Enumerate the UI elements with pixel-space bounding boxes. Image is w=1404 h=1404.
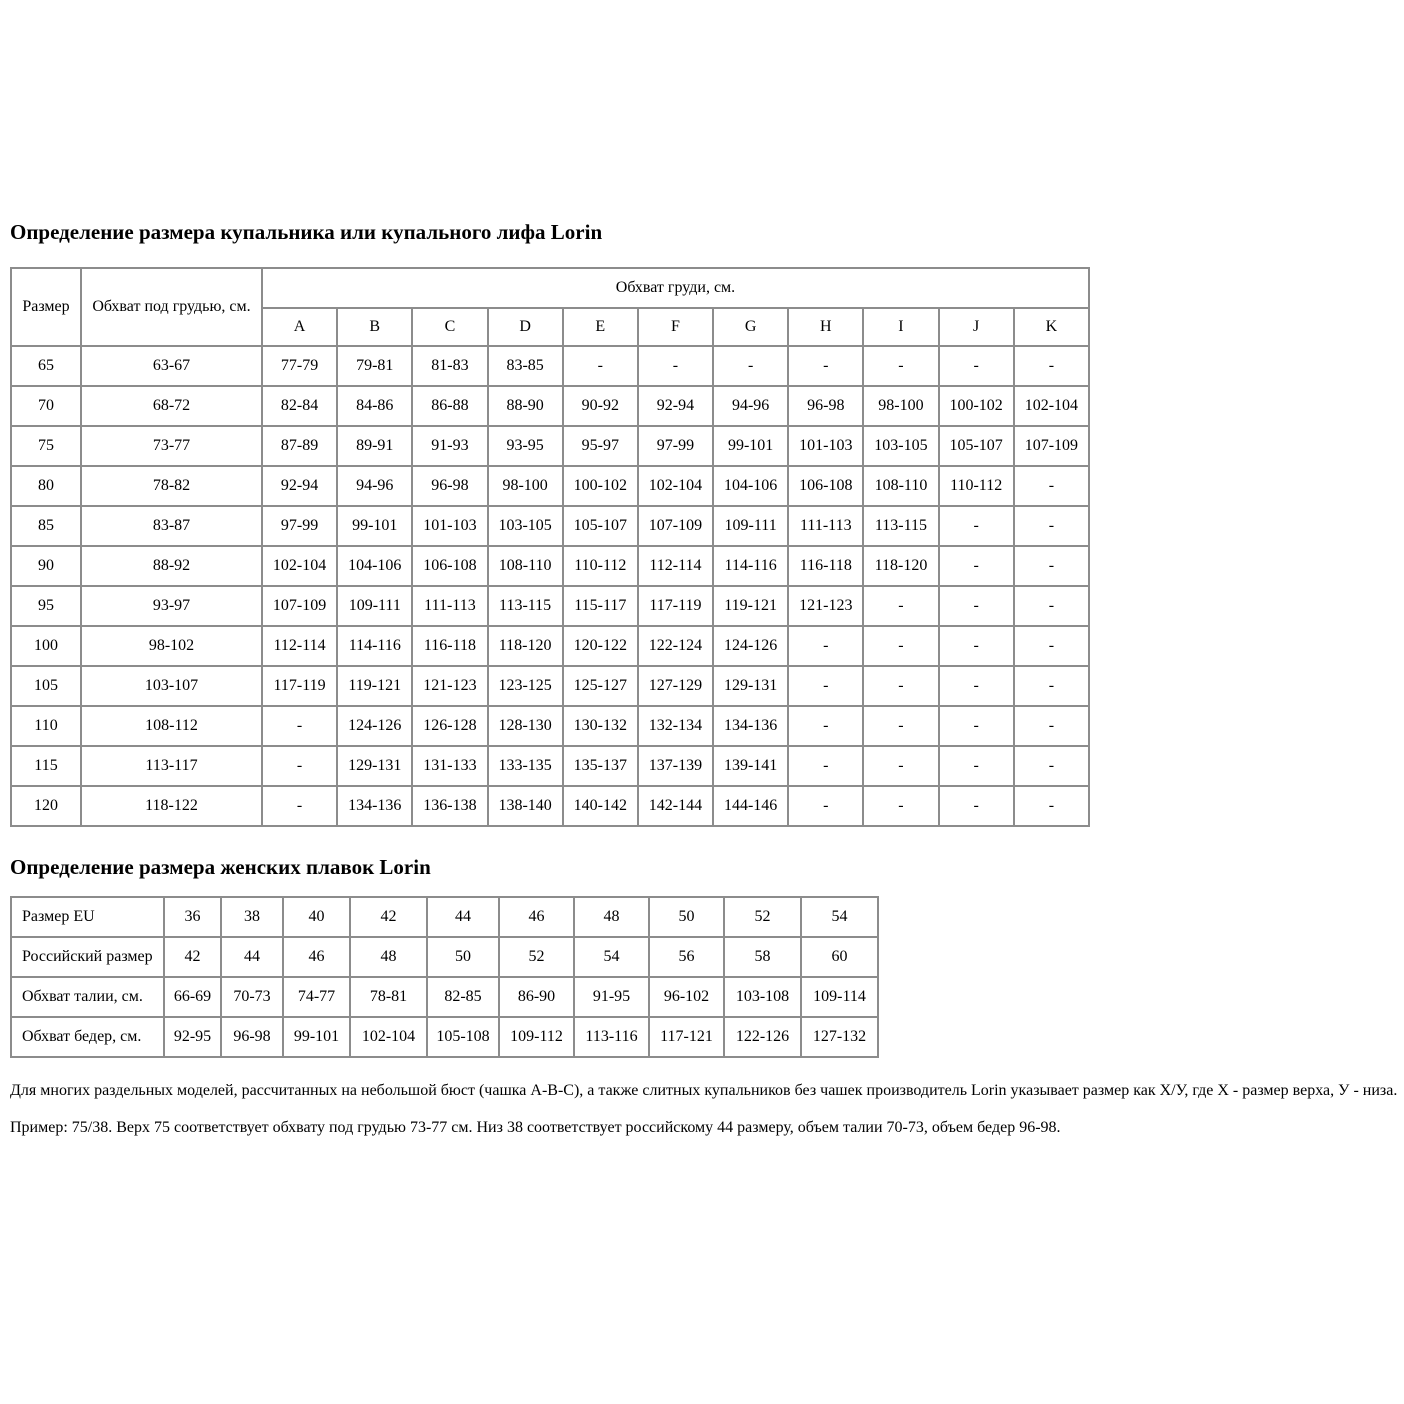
bottoms-table-row [11,897,878,937]
cup-range-cell: 88-90 [488,386,563,426]
bottoms-table-row [11,937,878,977]
cup-column-header: C [412,308,487,346]
size-cell: 95 [11,586,81,626]
cup-range-cell: 99-101 [337,506,412,546]
cup-range-cell: 140-142 [563,786,638,826]
cup-range-cell: - [788,346,863,386]
cup-range-cell: 98-100 [863,386,938,426]
cup-range-cell: 104-106 [337,546,412,586]
cup-range-cell: - [1014,746,1089,786]
bottoms-value-cell: 58 [724,937,801,977]
underbust-column-header: Обхват под грудью, см. [81,268,262,346]
underbust-cell: 93-97 [81,586,262,626]
bust-table-row [11,626,1089,666]
cup-range-cell: 144-146 [713,786,788,826]
cup-range-cell: 126-128 [412,706,487,746]
cup-range-cell: - [939,666,1014,706]
cup-column-header: E [563,308,638,346]
cup-range-cell: - [788,626,863,666]
cup-range-cell: - [1014,506,1089,546]
cup-range-cell: - [788,746,863,786]
cup-range-cell: 115-117 [563,586,638,626]
cup-range-cell: - [939,626,1014,666]
bottoms-value-cell: 74-77 [283,977,350,1017]
cup-range-cell: - [1014,786,1089,826]
cup-range-cell: 134-136 [337,786,412,826]
underbust-cell: 68-72 [81,386,262,426]
bottoms-value-cell: 42 [164,937,221,977]
cup-range-cell: 132-134 [638,706,713,746]
bottoms-value-cell: 122-126 [724,1017,801,1057]
bottoms-table-title: Определение размера женских плавок Lorin [10,855,431,879]
size-cell: 90 [11,546,81,586]
cup-column-header: F [638,308,713,346]
bottoms-row-label: Размер EU [11,897,164,937]
bust-table-row [11,506,1089,546]
cup-range-cell: 122-124 [638,626,713,666]
size-cell: 105 [11,666,81,706]
cup-range-cell: 97-99 [638,426,713,466]
cup-range-cell: 106-108 [788,466,863,506]
cup-range-cell: 137-139 [638,746,713,786]
bottoms-value-cell: 50 [649,897,724,937]
cup-range-cell: 89-91 [337,426,412,466]
bottoms-value-cell: 96-98 [221,1017,283,1057]
cup-range-cell: - [939,706,1014,746]
cup-range-cell: 117-119 [638,586,713,626]
cup-range-cell: 82-84 [262,386,337,426]
cup-range-cell: 129-131 [337,746,412,786]
cup-range-cell: 103-105 [863,426,938,466]
cup-range-cell: 124-126 [713,626,788,666]
cup-range-cell: - [1014,626,1089,666]
bottoms-value-cell: 92-95 [164,1017,221,1057]
bottoms-table-row [11,1017,878,1057]
cup-range-cell: 91-93 [412,426,487,466]
bottoms-value-cell: 105-108 [427,1017,499,1057]
cup-range-cell: - [713,346,788,386]
cup-range-cell: 116-118 [412,626,487,666]
cup-range-cell: 111-113 [412,586,487,626]
cup-range-cell: - [863,626,938,666]
cup-range-cell: 110-112 [563,546,638,586]
cup-range-cell: 121-123 [788,586,863,626]
cup-range-cell: - [863,666,938,706]
cup-range-cell: 118-120 [488,626,563,666]
bust-table-header-row [11,268,1089,308]
cup-range-cell: 103-105 [488,506,563,546]
cup-range-cell: - [788,666,863,706]
bottoms-table-body [11,897,878,1057]
bottoms-size-table [10,896,879,1058]
cup-range-cell: 130-132 [563,706,638,746]
cup-range-cell: - [939,746,1014,786]
bust-table-row [11,706,1089,746]
cup-range-cell: 121-123 [412,666,487,706]
cup-range-cell: 116-118 [788,546,863,586]
cup-range-cell: - [939,546,1014,586]
bust-table-title: Определение размера купальника или купального лифа Lorin [10,220,603,244]
bottoms-value-cell: 117-121 [649,1017,724,1057]
cup-column-header: D [488,308,563,346]
bust-table-row [11,546,1089,586]
cup-range-cell: - [1014,706,1089,746]
cup-range-cell: - [1014,466,1089,506]
cup-range-cell: - [262,786,337,826]
cup-range-cell: - [863,706,938,746]
bottoms-value-cell: 109-112 [499,1017,574,1057]
cup-range-cell: 135-137 [563,746,638,786]
cup-range-cell: - [638,346,713,386]
size-column-header: Размер [11,268,81,346]
cup-range-cell: 110-112 [939,466,1014,506]
cup-range-cell: 129-131 [713,666,788,706]
cup-range-cell: 87-89 [262,426,337,466]
cup-range-cell: 113-115 [863,506,938,546]
cup-range-cell: - [1014,586,1089,626]
cup-range-cell: - [939,786,1014,826]
cup-range-cell: 100-102 [939,386,1014,426]
cup-range-cell: 128-130 [488,706,563,746]
size-cell: 100 [11,626,81,666]
bust-table-row [11,746,1089,786]
underbust-cell: 103-107 [81,666,262,706]
cup-range-cell: 104-106 [713,466,788,506]
cup-range-cell: 120-122 [563,626,638,666]
cup-range-cell: 117-119 [262,666,337,706]
cup-range-cell: 142-144 [638,786,713,826]
underbust-cell: 73-77 [81,426,262,466]
cup-column-header: K [1014,308,1089,346]
cup-range-cell: 105-107 [939,426,1014,466]
cup-range-cell: - [1014,666,1089,706]
cup-range-cell: 112-114 [262,626,337,666]
cup-range-cell: 81-83 [412,346,487,386]
cup-range-cell: - [1014,346,1089,386]
cup-range-cell: 96-98 [788,386,863,426]
underbust-cell: 88-92 [81,546,262,586]
cup-range-cell: 133-135 [488,746,563,786]
cup-range-cell: - [563,346,638,386]
cup-range-cell: 84-86 [337,386,412,426]
bust-table-row [11,426,1089,466]
bottoms-value-cell: 42 [350,897,427,937]
cup-range-cell: - [863,746,938,786]
bottoms-value-cell: 54 [801,897,878,937]
cup-range-cell: - [788,706,863,746]
underbust-cell: 83-87 [81,506,262,546]
size-cell: 70 [11,386,81,426]
cup-range-cell: 118-120 [863,546,938,586]
cup-range-cell: 95-97 [563,426,638,466]
bottoms-value-cell: 127-132 [801,1017,878,1057]
cup-range-cell: 138-140 [488,786,563,826]
cup-range-cell: 106-108 [412,546,487,586]
bottoms-value-cell: 86-90 [499,977,574,1017]
cup-range-cell: 79-81 [337,346,412,386]
cup-range-cell: - [863,586,938,626]
bust-table-row [11,386,1089,426]
underbust-cell: 78-82 [81,466,262,506]
cup-range-cell: - [1014,546,1089,586]
size-cell: 110 [11,706,81,746]
note-sizing-example: Пример: 75/38. Верх 75 соответствует обхвату под грудью 73-77 см. Низ 38 соответствует российскому 44 размеру, объем талии 70-73, объем бедер 96-98. [10,1119,1061,1136]
size-cell: 75 [11,426,81,466]
cup-range-cell: 94-96 [337,466,412,506]
bottoms-value-cell: 66-69 [164,977,221,1017]
cup-range-cell: 108-110 [863,466,938,506]
bust-table-row [11,346,1089,386]
note-sizing-format: Для многих раздельных моделей, рассчитанных на небольшой бюст (чашка A-B-C), а также слитных купальников без чашек производитель Lorin указывает размер как Х/У, где Х - размер верха, У - низа. [10,1082,1398,1099]
bust-table-body [11,346,1089,826]
cup-range-cell: 98-100 [488,466,563,506]
bottoms-value-cell: 70-73 [221,977,283,1017]
size-cell: 85 [11,506,81,546]
cup-range-cell: - [262,706,337,746]
cup-range-cell: 107-109 [262,586,337,626]
bottoms-value-cell: 56 [649,937,724,977]
cup-range-cell: 109-111 [713,506,788,546]
bottoms-row-label: Обхват бедер, см. [11,1017,164,1057]
cup-column-header: H [788,308,863,346]
bottoms-value-cell: 78-81 [350,977,427,1017]
bottoms-value-cell: 46 [499,897,574,937]
bottoms-value-cell: 48 [574,897,649,937]
cup-range-cell: 127-129 [638,666,713,706]
cup-range-cell: 134-136 [713,706,788,746]
bottoms-table-row [11,977,878,1017]
bust-table-row [11,786,1089,826]
cup-column-header: J [939,308,1014,346]
bottoms-value-cell: 52 [724,897,801,937]
cup-column-header: I [863,308,938,346]
underbust-cell: 118-122 [81,786,262,826]
cup-range-cell: 114-116 [337,626,412,666]
cup-range-cell: 123-125 [488,666,563,706]
bottoms-row-label: Российский размер [11,937,164,977]
bust-table-row [11,466,1089,506]
cup-range-cell: 92-94 [262,466,337,506]
bottoms-row-label: Обхват талии, см. [11,977,164,1017]
cup-range-cell: 100-102 [563,466,638,506]
cup-range-cell: - [863,346,938,386]
cup-range-cell: - [939,506,1014,546]
cup-range-cell: 102-104 [1014,386,1089,426]
cup-column-header: B [337,308,412,346]
cup-range-cell: 136-138 [412,786,487,826]
bottoms-value-cell: 82-85 [427,977,499,1017]
cup-range-cell: 109-111 [337,586,412,626]
cup-range-cell: 114-116 [713,546,788,586]
cup-range-cell: 93-95 [488,426,563,466]
bottoms-value-cell: 91-95 [574,977,649,1017]
bottoms-value-cell: 109-114 [801,977,878,1017]
cup-range-cell: 90-92 [563,386,638,426]
cup-range-cell: 101-103 [412,506,487,546]
bottoms-value-cell: 103-108 [724,977,801,1017]
size-cell: 120 [11,786,81,826]
bottoms-value-cell: 40 [283,897,350,937]
bottoms-value-cell: 52 [499,937,574,977]
underbust-cell: 63-67 [81,346,262,386]
bottoms-value-cell: 113-116 [574,1017,649,1057]
bust-group-header: Обхват груди, см. [262,268,1089,308]
bottoms-value-cell: 99-101 [283,1017,350,1057]
cup-range-cell: 86-88 [412,386,487,426]
bottoms-value-cell: 48 [350,937,427,977]
cup-range-cell: 131-133 [412,746,487,786]
cup-range-cell: 108-110 [488,546,563,586]
cup-range-cell: 112-114 [638,546,713,586]
cup-range-cell: - [939,586,1014,626]
bust-table-row [11,666,1089,706]
bottoms-value-cell: 102-104 [350,1017,427,1057]
size-cell: 80 [11,466,81,506]
bottoms-value-cell: 60 [801,937,878,977]
cup-range-cell: 83-85 [488,346,563,386]
cup-range-cell: 99-101 [713,426,788,466]
cup-range-cell: 101-103 [788,426,863,466]
cup-range-cell: 139-141 [713,746,788,786]
bottoms-value-cell: 44 [427,897,499,937]
cup-range-cell: - [939,346,1014,386]
cup-column-header: A [262,308,337,346]
cup-range-cell: 125-127 [563,666,638,706]
cup-range-cell: 77-79 [262,346,337,386]
cup-range-cell: 97-99 [262,506,337,546]
cup-range-cell: - [788,786,863,826]
cup-range-cell: 102-104 [638,466,713,506]
cup-range-cell: - [863,786,938,826]
cup-range-cell: 105-107 [563,506,638,546]
bottoms-value-cell: 36 [164,897,221,937]
size-cell: 65 [11,346,81,386]
cup-range-cell: 92-94 [638,386,713,426]
cup-column-header: G [713,308,788,346]
cup-range-cell: 107-109 [1014,426,1089,466]
cup-range-cell: 119-121 [337,666,412,706]
cup-range-cell: 94-96 [713,386,788,426]
cup-range-cell: 96-98 [412,466,487,506]
bottoms-value-cell: 46 [283,937,350,977]
underbust-cell: 108-112 [81,706,262,746]
bottoms-value-cell: 38 [221,897,283,937]
cup-range-cell: 102-104 [262,546,337,586]
cup-range-cell: 119-121 [713,586,788,626]
size-cell: 115 [11,746,81,786]
cup-range-cell: 124-126 [337,706,412,746]
cup-range-cell: 113-115 [488,586,563,626]
bottoms-value-cell: 96-102 [649,977,724,1017]
underbust-cell: 113-117 [81,746,262,786]
bust-table-row [11,586,1089,626]
cup-range-cell: - [262,746,337,786]
bust-size-table [10,267,1090,827]
bottoms-value-cell: 44 [221,937,283,977]
cup-range-cell: 107-109 [638,506,713,546]
bottoms-value-cell: 54 [574,937,649,977]
cup-range-cell: 111-113 [788,506,863,546]
underbust-cell: 98-102 [81,626,262,666]
bottoms-value-cell: 50 [427,937,499,977]
